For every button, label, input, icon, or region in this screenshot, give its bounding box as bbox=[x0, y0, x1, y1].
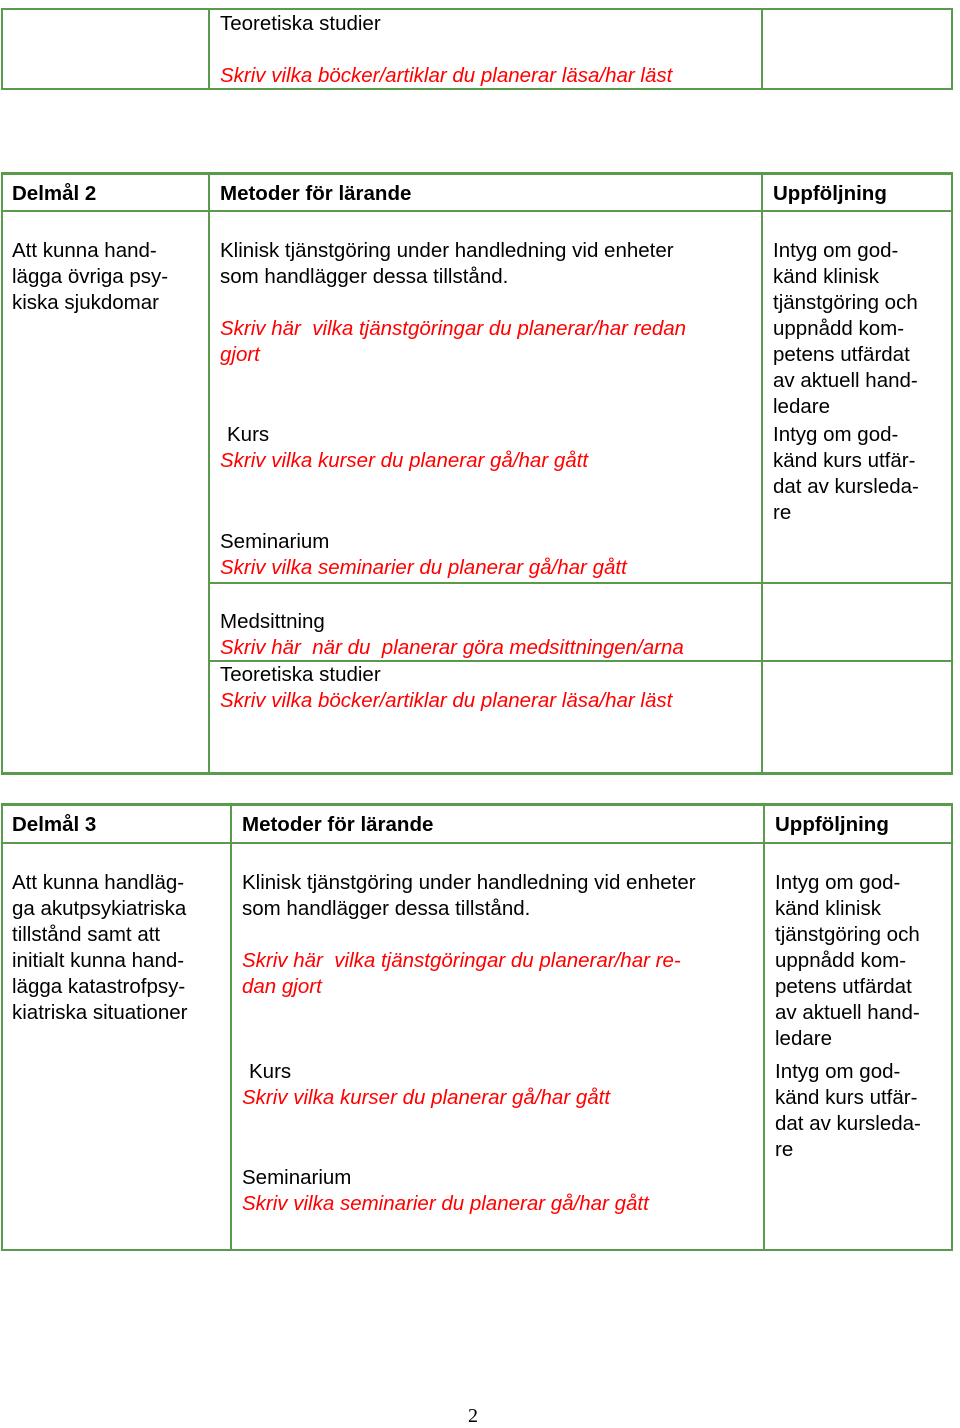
delmal3-goal-line: tillstånd samt att bbox=[12, 923, 161, 946]
rule bbox=[1, 8, 3, 90]
delmal2-medsittning-note: Skriv här när du planerar göra medsittningen/arna bbox=[220, 636, 684, 659]
delmal2-goal-line: Att kunna hand- bbox=[12, 239, 157, 262]
rule bbox=[208, 172, 210, 775]
rule bbox=[1, 842, 953, 844]
rule bbox=[208, 8, 210, 90]
delmal2-course-label: Kurs bbox=[227, 423, 270, 446]
rule bbox=[761, 172, 763, 775]
delmal3-goal-line: kiatriska situationer bbox=[12, 1001, 188, 1024]
rule bbox=[1, 8, 953, 10]
rule bbox=[1, 1249, 953, 1251]
delmal3-clinical-line: som handlägger dessa tillstånd. bbox=[242, 897, 531, 920]
delmal2-followup-line: Intyg om god- bbox=[773, 239, 899, 262]
delmal3-goal-line: Att kunna handläg- bbox=[12, 871, 185, 894]
delmal2-followup-line: tjänstgöring och bbox=[773, 291, 918, 314]
rule bbox=[951, 803, 953, 1251]
rule bbox=[208, 582, 953, 584]
delmal2-seminar-label: Seminarium bbox=[220, 530, 330, 553]
delmal2-clinical-note: Skriv här vilka tjänstgöringar du planerar/har redan bbox=[220, 317, 687, 340]
delmal2-followup-header: Uppföljning bbox=[773, 182, 887, 205]
delmal2-followup-line: Intyg om god- bbox=[773, 423, 899, 446]
rule bbox=[1, 172, 3, 775]
rule bbox=[761, 8, 763, 90]
delmal3-clinical-note: dan gjort bbox=[242, 975, 322, 998]
delmal3-followup-line: känd kurs utfär- bbox=[775, 1086, 918, 1109]
delmal3-clinical-line: Klinisk tjänstgöring under handledning vid enheter bbox=[242, 871, 696, 894]
delmal2-clinical-note: gjort bbox=[220, 343, 260, 366]
delmal2-followup-line: uppnådd kom- bbox=[773, 317, 905, 340]
delmal3-followup-line: re bbox=[775, 1138, 794, 1161]
delmal3-goal-line: initialt kunna hand- bbox=[12, 949, 185, 972]
theory-note: Skriv vilka böcker/artiklar du planerar läsa/har läst bbox=[220, 64, 673, 87]
delmal2-followup-line: dat av kursleda- bbox=[773, 475, 919, 498]
delmal3-followup-header: Uppföljning bbox=[775, 813, 889, 836]
delmal2-goal-line: lägga övriga psy- bbox=[12, 265, 169, 288]
delmal3-followup-line: tjänstgöring och bbox=[775, 923, 920, 946]
rule bbox=[230, 803, 232, 1251]
delmal2-medsittning-label: Medsittning bbox=[220, 610, 325, 633]
page-number: 2 bbox=[468, 1405, 478, 1427]
delmal2-theory-label: Teoretiska studier bbox=[220, 663, 381, 686]
delmal2-followup-line: re bbox=[773, 501, 792, 524]
delmal3-followup-line: av aktuell hand- bbox=[775, 1001, 920, 1024]
delmal3-clinical-note: Skriv här vilka tjänstgöringar du planerar/har re- bbox=[242, 949, 681, 972]
rule bbox=[1, 172, 953, 175]
rule bbox=[951, 8, 953, 90]
rule bbox=[1, 772, 953, 775]
delmal3-followup-line: ledare bbox=[775, 1027, 832, 1050]
delmal3-goal-line: lägga katastrofpsy- bbox=[12, 975, 186, 998]
delmal2-course-note: Skriv vilka kurser du planerar gå/har gått bbox=[220, 449, 589, 472]
delmal2-clinical-line: som handlägger dessa tillstånd. bbox=[220, 265, 509, 288]
rule bbox=[1, 803, 3, 1251]
delmal2-followup-line: känd klinisk bbox=[773, 265, 879, 288]
rule bbox=[951, 172, 953, 775]
delmal2-followup-line: ledare bbox=[773, 395, 830, 418]
delmal3-followup-line: petens utfärdat bbox=[775, 975, 912, 998]
rule bbox=[1, 210, 953, 212]
delmal3-goal-header: Delmål 3 bbox=[12, 813, 97, 836]
delmal2-theory-note: Skriv vilka böcker/artiklar du planerar läsa/har läst bbox=[220, 689, 673, 712]
delmal3-followup-line: uppnådd kom- bbox=[775, 949, 907, 972]
delmal3-course-note: Skriv vilka kurser du planerar gå/har gått bbox=[242, 1086, 611, 1109]
delmal2-goal-header: Delmål 2 bbox=[12, 182, 97, 205]
delmal3-followup-line: dat av kursleda- bbox=[775, 1112, 921, 1135]
delmal3-methods-header: Metoder för lärande bbox=[242, 813, 434, 836]
delmal3-seminar-label: Seminarium bbox=[242, 1166, 352, 1189]
delmal2-methods-header: Metoder för lärande bbox=[220, 182, 412, 205]
delmal2-seminar-note: Skriv vilka seminarier du planerar gå/har gått bbox=[220, 556, 627, 579]
delmal3-seminar-note: Skriv vilka seminarier du planerar gå/har gått bbox=[242, 1192, 649, 1215]
delmal2-goal-line: kiska sjukdomar bbox=[12, 291, 159, 314]
delmal3-goal-line: ga akutpsykiatriska bbox=[12, 897, 187, 920]
delmal3-followup-line: Intyg om god- bbox=[775, 871, 901, 894]
rule bbox=[1, 803, 953, 806]
delmal2-followup-line: petens utfärdat bbox=[773, 343, 910, 366]
delmal3-followup-line: Intyg om god- bbox=[775, 1060, 901, 1083]
delmal3-course-label: Kurs bbox=[249, 1060, 292, 1083]
delmal3-followup-line: känd klinisk bbox=[775, 897, 881, 920]
delmal2-clinical-line: Klinisk tjänstgöring under handledning vid enheter bbox=[220, 239, 674, 262]
delmal2-followup-line: av aktuell hand- bbox=[773, 369, 918, 392]
rule bbox=[763, 803, 765, 1251]
theory-heading: Teoretiska studier bbox=[220, 12, 381, 35]
delmal2-followup-line: känd kurs utfär- bbox=[773, 449, 916, 472]
